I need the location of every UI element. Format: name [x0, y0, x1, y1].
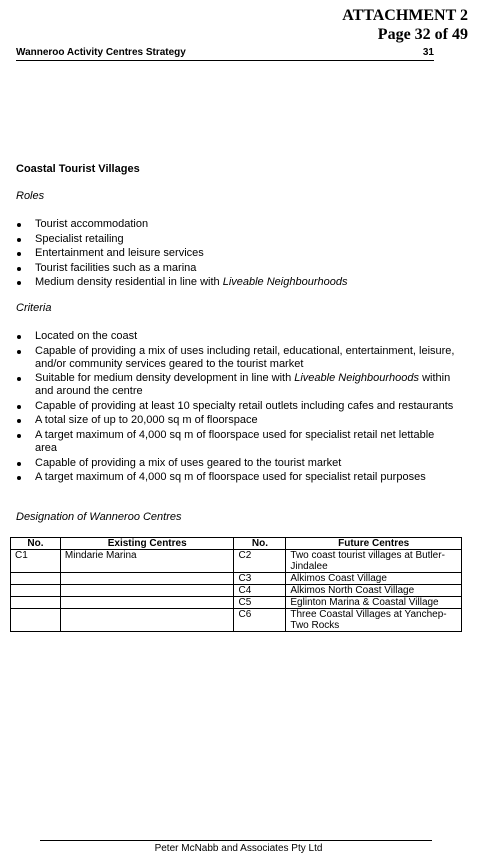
table-cell: C6 [234, 609, 286, 632]
page-header [16, 47, 434, 61]
table-row [11, 573, 462, 585]
attachment-stamp [342, 6, 468, 44]
table-cell [11, 609, 61, 632]
list-item: Tourist facilities such as a marina [16, 262, 456, 275]
list-item: Capable of providing at least 10 specialty retail outlets including cafes and restaurants [16, 400, 456, 413]
list-item: Medium density residential in line with Liveable Neighbourhoods [16, 276, 456, 289]
table-cell: C2 [234, 550, 286, 573]
section-title: Coastal Tourist Villages [16, 163, 140, 175]
list-item: Capable of providing a mix of uses geared to the tourist market [16, 457, 456, 470]
column-header-no: No. [11, 538, 61, 550]
attachment-label: ATTACHMENT 2 [342, 7, 468, 24]
table-row [11, 609, 462, 632]
table-cell: C1 [11, 550, 61, 573]
table-row [11, 550, 462, 573]
table-cell: Mindarie Marina [60, 550, 234, 573]
list-item: A target maximum of 4,000 sq m of floorspace used for specialist retail purposes [16, 471, 456, 484]
footer-divider [40, 840, 432, 841]
roles-list [16, 218, 456, 291]
table-cell [11, 573, 61, 585]
column-header-existing: Existing Centres [60, 538, 234, 550]
table-row [11, 597, 462, 609]
table-cell: C5 [234, 597, 286, 609]
table-cell: C3 [234, 573, 286, 585]
page-number: 31 [422, 47, 434, 58]
list-item: A total size of up to 20,000 sq m of floorspace [16, 414, 456, 427]
column-header-no-future: No. [234, 538, 286, 550]
table-cell: Alkimos North Coast Village [286, 585, 462, 597]
list-item: Suitable for medium density development in line with Liveable Neighbourhoods within and around the centre [16, 372, 456, 398]
table-cell: Two coast tourist villages at Butler-Jindalee [286, 550, 462, 573]
table-cell: C4 [234, 585, 286, 597]
criteria-list [16, 330, 456, 486]
page-footer: Peter McNabb and Associates Pty Ltd [154, 843, 323, 854]
table-cell: Three Coastal Villages at Yanchep-Two Rocks [286, 609, 462, 632]
attachment-page: Page 32 of 49 [377, 26, 468, 43]
designation-heading: Designation of Wanneroo Centres [16, 511, 182, 523]
table-cell [60, 609, 234, 632]
table-header-row [11, 538, 462, 550]
list-item: Entertainment and leisure services [16, 247, 456, 260]
table-cell [60, 573, 234, 585]
list-item: Capable of providing a mix of uses including retail, educational, entertainment, leisure, and/or community services geared to the tourist market [16, 345, 456, 371]
roles-heading: Roles [16, 190, 45, 202]
table-cell [60, 597, 234, 609]
table-cell [11, 585, 61, 597]
table-row [11, 585, 462, 597]
document-title: Wanneroo Activity Centres Strategy [16, 47, 186, 58]
list-item: Specialist retailing [16, 233, 456, 246]
list-item: A target maximum of 4,000 sq m of floorspace used for specialist retail net lettable area [16, 429, 456, 455]
table-cell: Alkimos Coast Village [286, 573, 462, 585]
column-header-future: Future Centres [286, 538, 462, 550]
criteria-heading: Criteria [16, 302, 52, 314]
centres-table [10, 537, 462, 632]
table-cell [60, 585, 234, 597]
list-item: Tourist accommodation [16, 218, 456, 231]
list-item: Located on the coast [16, 330, 456, 343]
table-cell: Eglinton Marina & Coastal Village [286, 597, 462, 609]
table-cell [11, 597, 61, 609]
